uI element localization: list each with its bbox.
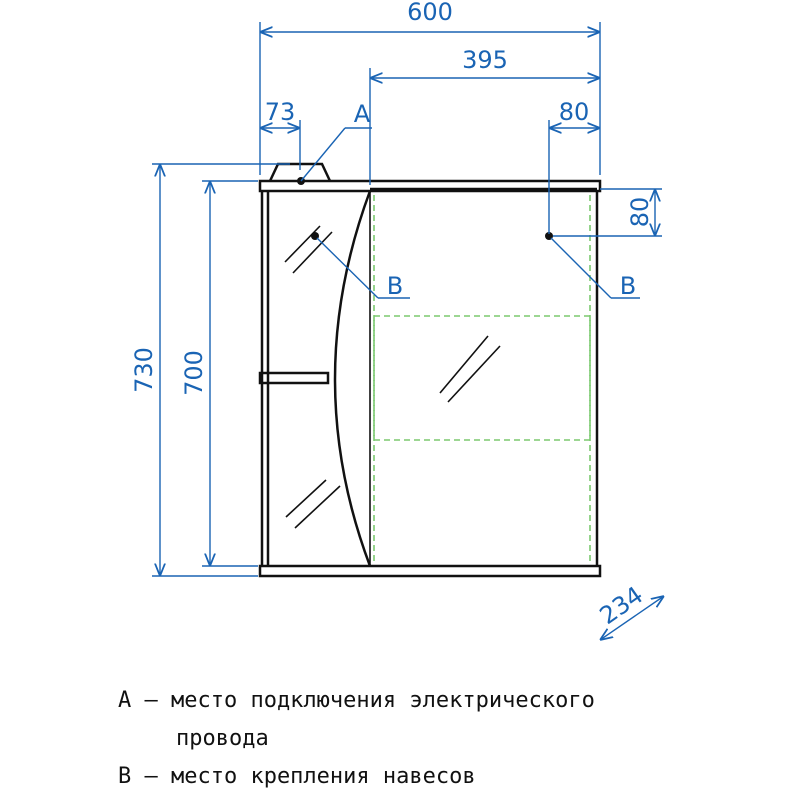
dim-right-offset: 80 xyxy=(558,98,590,126)
legend-line-a: A – место подключения электрического xyxy=(118,688,595,713)
legend-line-b: B – место крепления навесов xyxy=(118,764,476,789)
hidden-shelves xyxy=(374,195,590,562)
dim-body-height: 700 xyxy=(180,350,208,396)
dim-overall-height: 730 xyxy=(130,347,158,393)
callout-a: A xyxy=(353,100,371,128)
dim-hanger-drop: 80 xyxy=(626,196,654,228)
callout-b-left: B xyxy=(386,272,404,300)
legend xyxy=(118,682,778,796)
curved-door xyxy=(335,191,370,566)
legend-line-a-continuation: провода xyxy=(176,726,269,751)
callout-b-right: B xyxy=(619,272,637,300)
dim-left-offset: 73 xyxy=(264,98,296,126)
middle-shelf xyxy=(260,373,328,383)
dim-overall-width: 600 xyxy=(407,0,453,26)
dim-mirror-width: 395 xyxy=(462,46,508,74)
dim-depth: 234 xyxy=(594,580,649,631)
bottom-board xyxy=(260,566,600,576)
